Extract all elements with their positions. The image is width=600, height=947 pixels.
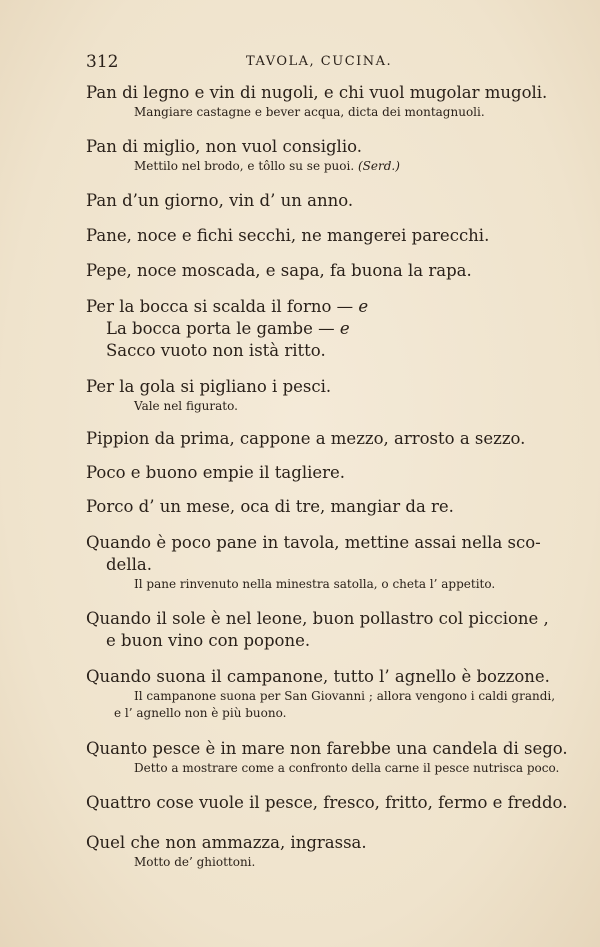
- proverb-line-text: La bocca porta le gambe —: [106, 319, 335, 338]
- proverb-entry: [86, 462, 546, 484]
- proverb-entry: [86, 296, 546, 362]
- proverb-text: Quattro cose vuole il pesce, fresco, fritto, fermo e freddo.: [86, 793, 568, 812]
- proverb-text: Pan di legno e vin di nugoli, e chi vuol mugolar mugoli.: [86, 83, 548, 102]
- proverb-entry: [86, 608, 549, 652]
- proverb-line-text: Per la bocca si scalda il forno —: [86, 297, 354, 316]
- proverb-text: Per la gola si pigliano i pesci.: [86, 377, 332, 396]
- proverb-text: Quando è poco pane in tavola, mettine assai nella sco-: [86, 533, 541, 552]
- proverb-text: Pepe, noce moscada, e sapa, fa buona la rapa.: [86, 261, 472, 280]
- note-text: Mettilo nel brodo, e tôllo su se puoi.: [134, 159, 355, 173]
- proverb-entry: [86, 260, 546, 282]
- page-header: [86, 52, 516, 74]
- proverb-note: Il campanone suona per San Giovanni ; allora vengono i caldi grandi,: [134, 689, 556, 703]
- proverb-entry: [86, 376, 546, 415]
- proverb-entry: [86, 666, 556, 722]
- proverb-text: Quando suona il campanone, tutto l’ agnello è bozzone.: [86, 667, 550, 686]
- proverb-entry: [86, 190, 546, 212]
- proverb-note: Vale nel figurato.: [134, 399, 238, 413]
- proverb-entry: [86, 225, 546, 247]
- proverb-entry: [86, 136, 546, 175]
- proverb-note-continued: e l’ agnello non è più buono.: [114, 706, 287, 720]
- proverb-entry: [86, 496, 546, 518]
- proverb-text: Quando il sole è nel leone, buon pollastro col piccione ,: [86, 609, 549, 628]
- proverb-entry: [86, 532, 546, 593]
- proverb-text: Porco d’ un mese, oca di tre, mangiar da re.: [86, 497, 454, 516]
- proverb-line: [86, 318, 546, 340]
- proverb-connector: e: [339, 319, 350, 338]
- note-reference: (Serd.): [357, 159, 400, 173]
- proverb-entry: [86, 792, 568, 814]
- proverb-text: Pan di miglio, non vuol consiglio.: [86, 137, 363, 156]
- proverb-connector: e: [358, 297, 369, 316]
- proverb-note: Il pane rinvenuto nella minestra satolla, o cheta l’ appetito.: [134, 577, 496, 591]
- proverb-entry: [86, 82, 546, 121]
- proverb-note: Motto de’ ghiottoni.: [134, 855, 256, 869]
- proverb-text: Poco e buono empie il tagliere.: [86, 463, 346, 482]
- proverb-text: Quanto pesce è in mare non farebbe una candela di sego.: [86, 739, 568, 758]
- proverb-entry: [86, 832, 546, 871]
- proverb-text: Pane, noce e fichi secchi, ne mangerei parecchi.: [86, 226, 490, 245]
- proverb-note: Detto a mostrare come a confronto della carne il pesce nutrisca poco.: [134, 761, 560, 775]
- page-number: 312: [86, 52, 119, 72]
- proverb-text: Quel che non ammazza, ingrassa.: [86, 833, 367, 852]
- proverb-line: Sacco vuoto non istà ritto.: [106, 341, 326, 360]
- proverb-note: Mangiare castagne e bever acqua, dicta dei montagnuoli.: [134, 105, 485, 119]
- proverb-note: [86, 158, 546, 175]
- proverb-text: Pippion da prima, cappone a mezzo, arrosto a sezzo.: [86, 429, 526, 448]
- proverb-entry: [86, 738, 568, 777]
- proverb-text-continued: della.: [106, 555, 152, 574]
- proverb-entry: [86, 428, 546, 450]
- proverb-line: [86, 296, 546, 318]
- proverb-text: Pan d’un giorno, vin d’ un anno.: [86, 191, 354, 210]
- running-head: TAVOLA, CUCINA.: [246, 54, 393, 69]
- proverb-text-continued: e buon vino con popone.: [106, 631, 311, 650]
